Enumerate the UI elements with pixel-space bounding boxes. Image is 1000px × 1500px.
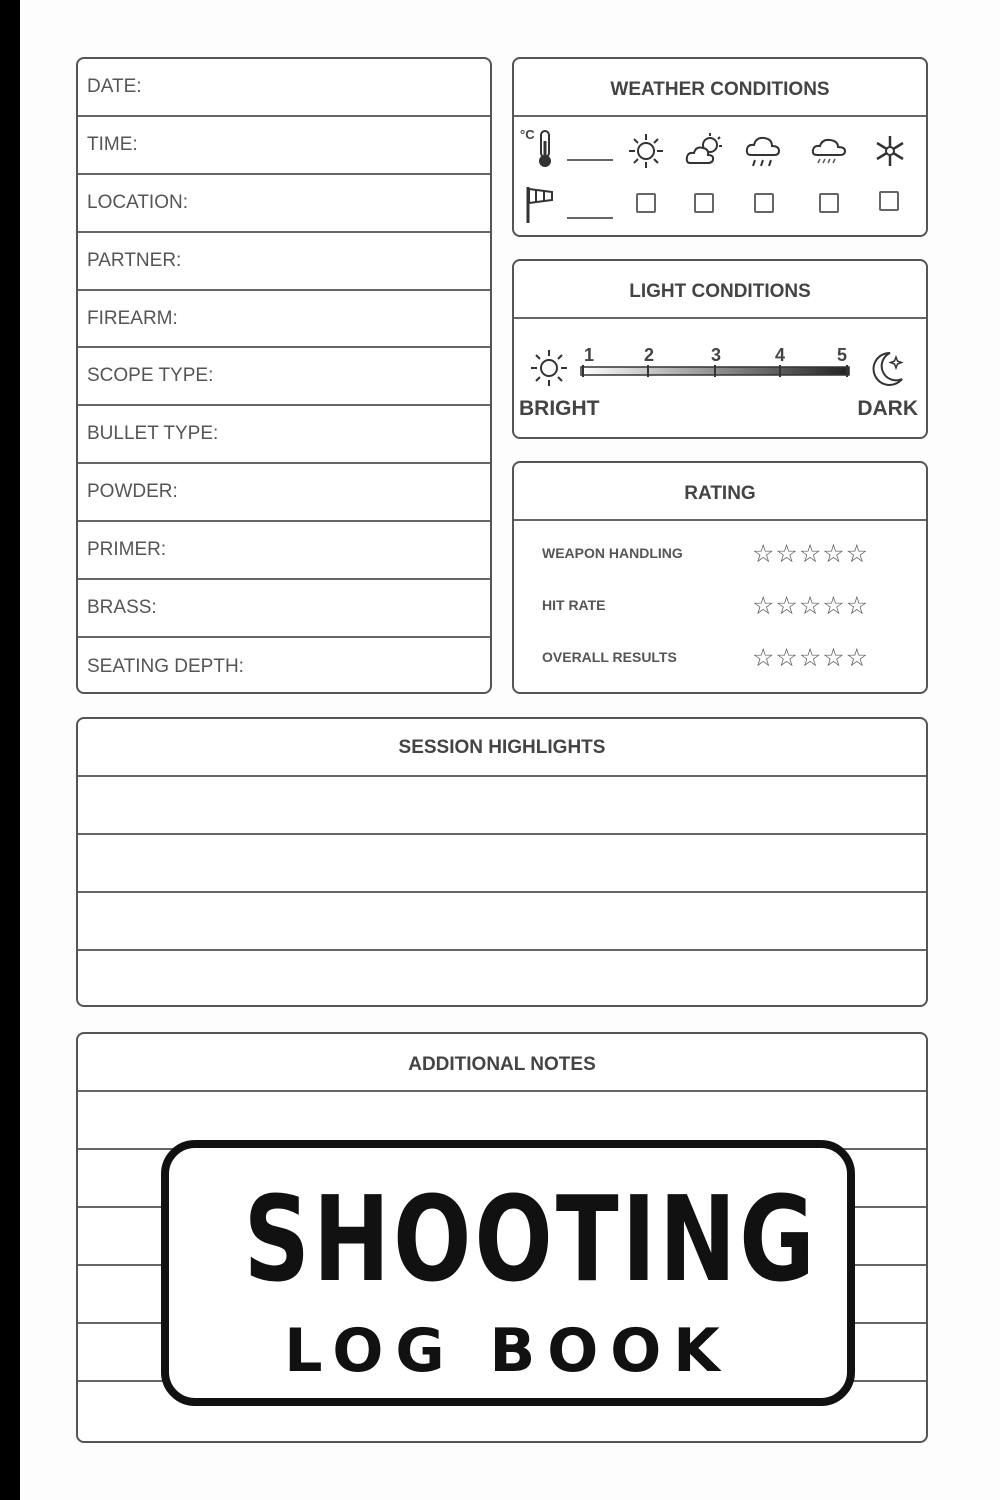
highlight-line[interactable] [78,893,926,951]
field-partner[interactable]: PARTNER: [78,233,490,291]
book-title: SHOOTING [243,1170,818,1308]
notes-title: ADDITIONAL NOTES [78,1034,926,1092]
weather-icon-row [514,125,926,175]
highlight-line[interactable] [78,951,926,1007]
rating-row-hit-rate [514,591,926,621]
book-subtitle: LOG BOOK [284,1316,732,1386]
storm-icon [810,133,850,173]
scale-3: 3 [711,345,722,365]
partly-cloudy-checkbox[interactable] [694,193,714,213]
weather-conditions-panel [512,57,928,237]
field-powder[interactable]: POWDER: [78,464,490,522]
weather-title: WEATHER CONDITIONS [514,59,926,117]
star-rating[interactable]: ☆☆☆☆☆ [752,592,870,620]
highlight-line[interactable] [78,835,926,893]
field-date[interactable]: DATE: [78,59,490,117]
rating-label: WEAPON HANDLING [542,545,683,561]
rating-row-overall-results [514,643,926,673]
field-seating-depth[interactable]: SEATING DEPTH: [87,655,244,677]
bright-label: BRIGHT [519,397,600,420]
wind-speed-blank[interactable] [567,217,613,219]
highlights-title: SESSION HIGHLIGHTS [78,719,926,777]
field-primer[interactable]: PRIMER: [78,522,490,580]
star-rating[interactable]: ☆☆☆☆☆ [752,644,870,672]
sunny-checkbox[interactable] [636,193,656,213]
weather-checkbox-row [514,183,926,233]
temp-unit: °C [520,127,535,142]
scale-2: 2 [644,345,655,365]
field-firearm[interactable]: FIREARM: [78,291,490,349]
rating-label: OVERALL RESULTS [542,649,677,665]
temperature-blank[interactable] [567,159,613,161]
field-brass[interactable]: BRASS: [78,580,490,638]
light-title: LIGHT CONDITIONS [514,261,926,319]
light-conditions-panel [512,259,928,439]
book-spine [0,0,20,1500]
bright-sun-icon [528,347,570,389]
dark-label: DARK [857,397,918,420]
session-details-panel [76,57,492,694]
rain-icon [744,131,784,173]
book-title-badge [161,1140,855,1406]
rating-panel [512,461,928,694]
snowflake-icon [872,133,908,169]
highlight-line[interactable] [78,777,926,835]
rating-label: HIT RATE [542,597,606,613]
partly-cloudy-icon [684,131,726,171]
field-time[interactable]: TIME: [78,117,490,175]
thermometer-icon [536,129,554,169]
star-rating[interactable]: ☆☆☆☆☆ [752,540,870,568]
wind-sock-icon [522,185,556,225]
light-gradient-bar[interactable] [580,365,850,379]
rating-row-weapon-handling [514,539,926,569]
session-highlights-panel [76,717,928,1007]
scale-4: 4 [775,345,786,365]
storm-checkbox[interactable] [819,193,839,213]
moon-icon [864,347,908,391]
rain-checkbox[interactable] [754,193,774,213]
rating-title: RATING [514,463,926,521]
scale-5: 5 [837,345,848,365]
field-bullet-type[interactable]: BULLET TYPE: [78,406,490,464]
field-scope-type[interactable]: SCOPE TYPE: [78,348,490,406]
field-location[interactable]: LOCATION: [78,175,490,233]
sun-icon [626,131,666,171]
snow-checkbox[interactable] [879,191,899,211]
scale-1: 1 [584,345,595,365]
